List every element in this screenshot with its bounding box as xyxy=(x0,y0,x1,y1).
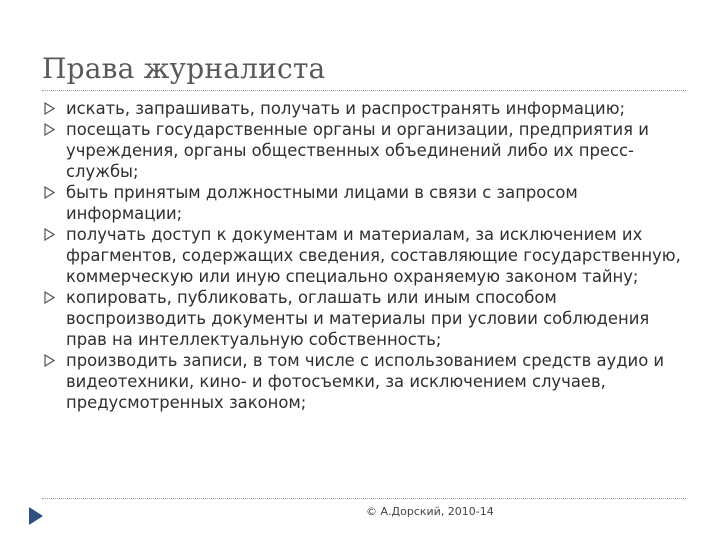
bullet-list xyxy=(44,98,684,413)
bullet-item xyxy=(44,119,684,182)
bullet-item xyxy=(44,224,684,287)
bullet-text: искать, запрашивать, получать и распространять информацию; xyxy=(66,99,626,118)
title-divider xyxy=(42,90,686,91)
triangle-bullet-icon xyxy=(44,228,55,241)
triangle-bullet-icon xyxy=(44,123,55,136)
triangle-bullet-icon xyxy=(44,291,55,304)
triangle-right-icon[interactable] xyxy=(28,506,44,526)
bullet-item xyxy=(44,98,684,119)
bullet-item xyxy=(44,182,684,224)
bullet-text: получать доступ к документам и материалам, за исключением их фрагментов, содержащих сведения, составляющие государственную, коммерческую или иную специально охраняемую законом тайну; xyxy=(66,225,681,286)
bullet-text: производить записи, в том числе с использованием средств аудио и видеотехники, кино- и фотосъемки, за исключением случаев, предусмотренных законом; xyxy=(66,351,665,412)
triangle-bullet-icon xyxy=(44,102,55,115)
footer-copyright: © А.Дорский, 2010-14 xyxy=(366,505,494,518)
bullet-text: быть принятым должностными лицами в связи с запросом информации; xyxy=(66,183,578,223)
slide-title: Права журналиста xyxy=(42,52,326,85)
bullet-item xyxy=(44,350,684,413)
footer-divider xyxy=(42,498,686,499)
bullet-text: посещать государственные органы и организации, предприятия и учреждения, органы общественных объединений либо их пресс-службы; xyxy=(66,120,649,181)
bullet-text: копировать, публиковать, оглашать или иным способом воспроизводить документы и материалы при условии соблюдения прав на интеллектуальную собственность; xyxy=(66,288,650,349)
bullet-item xyxy=(44,287,684,350)
triangle-bullet-icon xyxy=(44,186,55,199)
triangle-bullet-icon xyxy=(44,354,55,367)
